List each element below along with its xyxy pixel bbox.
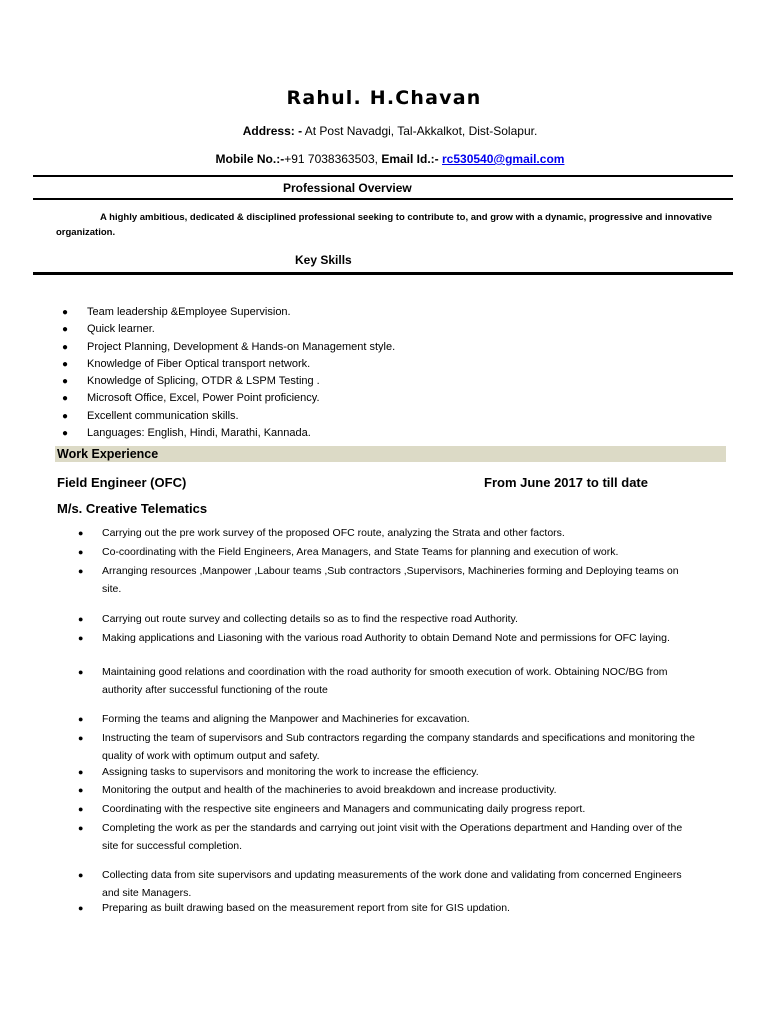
company-name: M/s. Creative Telematics (57, 501, 208, 516)
divider (33, 272, 733, 275)
list-item: ● Coordinating with the respective site engineers and Managers and communicating daily progress report. (78, 800, 698, 818)
list-item: ● Maintaining good relations and coordination with the road authority for smooth execution of work. Obtaining NOC/BG from authority after successful functioning of the route (78, 663, 698, 699)
bullet-icon: ● (62, 428, 69, 440)
key-skills-heading: Key Skills (295, 253, 352, 267)
address-value: At Post Navadgi, Tal-Akkalkot, Dist-Solapur. (302, 124, 538, 138)
list-item: ● Preparing as built drawing based on the measurement report from site for GIS updation. (78, 899, 698, 917)
bullet-icon: ● (62, 410, 69, 422)
job-dates: From June 2017 to till date (484, 475, 648, 490)
list-item: ● Making applications and Liasoning with the various road Authority to obtain Demand Note and permissions for OFC laying. (78, 629, 698, 647)
divider (33, 175, 733, 177)
list-item: ● Collecting data from site supervisors and updating measurements of the work done and validating from concerned Engineers and site Managers. (78, 866, 698, 902)
list-item: ● Assigning tasks to supervisors and monitoring the work to increase the efficiency. (78, 763, 698, 781)
bullet-icon: ● (78, 614, 84, 624)
professional-overview-heading: Professional Overview (283, 181, 412, 195)
overview-text: A highly ambitious, dedicated & disciplined professional seeking to contribute to, and grow with a dynamic, progressive and innovative organization. (56, 212, 712, 238)
bullet-icon: ● (78, 633, 84, 643)
candidate-name: Rahul. H.Chavan (286, 87, 482, 109)
address-label: Address: - (242, 124, 303, 138)
bullet-icon: ● (78, 804, 84, 814)
bullet-icon: ● (78, 733, 84, 743)
list-item: ● Carrying out route survey and collecting details so as to find the respective road Authority. (78, 610, 698, 628)
list-item: ● Team leadership &Employee Supervision. (62, 305, 395, 322)
list-item: ● Knowledge of Fiber Optical transport network. (62, 357, 395, 374)
job-title: Field Engineer (OFC) (57, 475, 187, 490)
bullet-icon: ● (78, 903, 84, 913)
list-item: ● Instructing the team of supervisors and Sub contractors regarding the company standards and specifications and monitoring the quality of work with optimum output and safety. (78, 729, 698, 765)
list-item: ● Languages: English, Hindi, Marathi, Kannada. (62, 426, 395, 443)
divider (33, 198, 733, 200)
bullet-icon: ● (78, 785, 84, 795)
bullet-icon: ● (62, 341, 69, 353)
bullet-icon: ● (62, 376, 69, 388)
email-link[interactable]: rc530540@gmail.com (442, 152, 565, 166)
bullet-icon: ● (78, 566, 84, 576)
list-item: ● Quick learner. (62, 322, 395, 339)
list-item: ● Arranging resources ,Manpower ,Labour teams ,Sub contractors ,Supervisors, Machineries forming and Deploying teams on site. (78, 562, 698, 598)
address-line (0, 124, 768, 138)
bullet-icon: ● (78, 667, 84, 677)
list-item: ● Knowledge of Splicing, OTDR & LSPM Testing . (62, 374, 395, 391)
bullet-icon: ● (62, 324, 69, 336)
list-item: ● Microsoft Office, Excel, Power Point proficiency. (62, 391, 395, 408)
bullet-icon: ● (78, 823, 84, 833)
list-item: ● Monitoring the output and health of the machineries to avoid breakdown and increase productivity. (78, 781, 698, 799)
bullet-icon: ● (78, 528, 84, 538)
email-label: Email Id.:- (381, 152, 439, 166)
bullet-icon: ● (62, 393, 69, 405)
list-item: ● Completing the work as per the standards and carrying out joint visit with the Operations department and Handing over of the site for successful completion. (78, 819, 698, 855)
bullet-icon: ● (78, 714, 84, 724)
mobile-label: Mobile No.:- (215, 152, 285, 166)
contact-line (0, 152, 768, 166)
list-item: ● Project Planning, Development & Hands-on Management style. (62, 340, 395, 357)
bullet-icon: ● (62, 358, 69, 370)
list-item: ● Forming the teams and aligning the Manpower and Machineries for excavation. (78, 710, 698, 728)
bullet-icon: ● (62, 307, 69, 318)
mobile-value: +91 7038363503, (284, 152, 382, 166)
bullet-icon: ● (78, 767, 84, 777)
bullet-icon: ● (78, 870, 84, 880)
list-item: ● Excellent communication skills. (62, 409, 395, 426)
skills-list (62, 305, 395, 443)
work-experience-bar (55, 446, 726, 462)
bullet-icon: ● (78, 547, 84, 557)
list-item: ● Co-coordinating with the Field Engineers, Area Managers, and State Teams for planning and execution of work. (78, 543, 698, 561)
list-item: ● Carrying out the pre work survey of the proposed OFC route, analyzing the Strata and other factors. (78, 524, 698, 542)
work-experience-heading: Work Experience (57, 447, 159, 461)
